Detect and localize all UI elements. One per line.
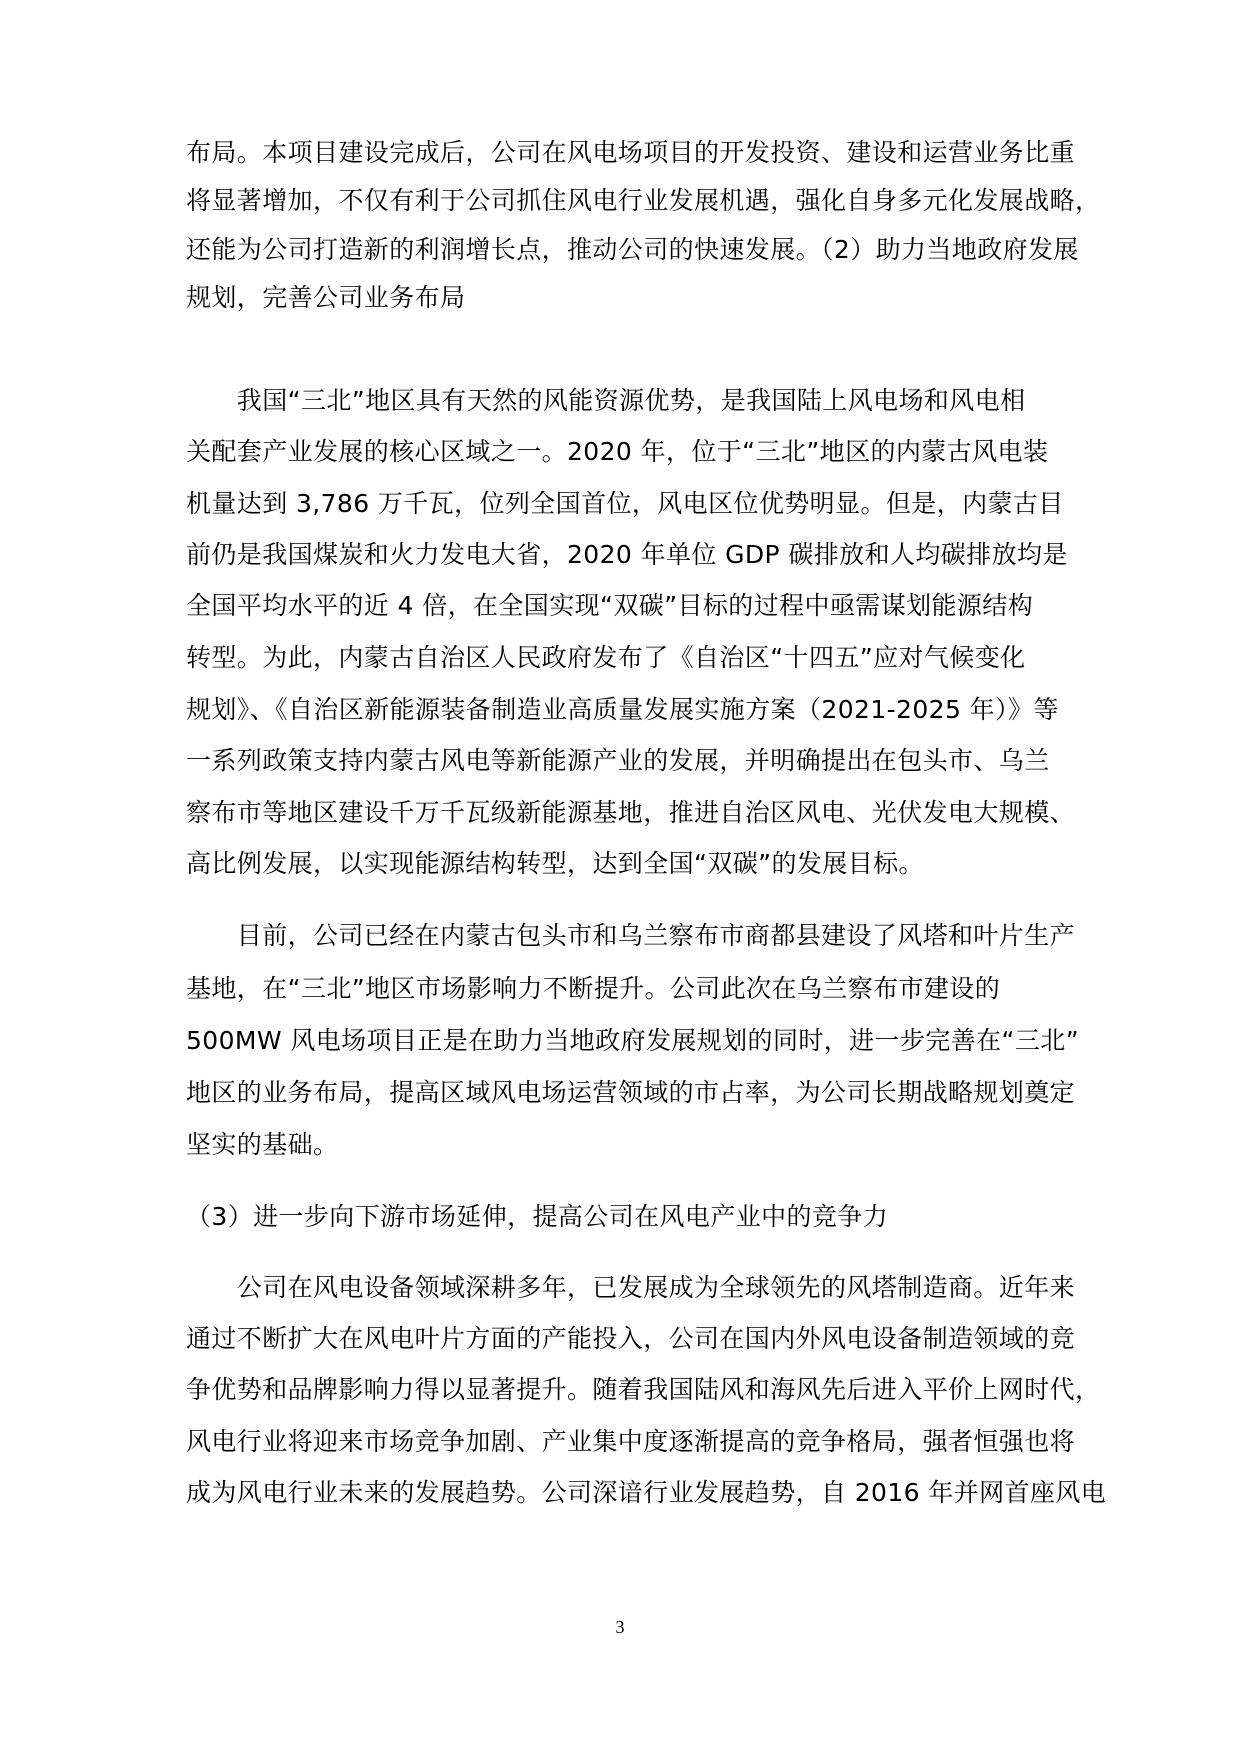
text-line: 还能为公司打造新的利润增长点，推动公司的快速发展。（2）助力当地政府发展 xyxy=(186,235,1079,264)
text-line: 将显著增加，不仅有利于公司抓住风电行业发展机遇，强化自身多元化发展战略， xyxy=(186,186,1101,215)
text-line: 规划》、《自治区新能源装备制造业高质量发展实施方案（2021-2025 年）》等 xyxy=(186,695,1059,724)
text-line: 成为风电行业未来的发展趋势。公司深谙行业发展趋势，自 2016 年并网首座风电 xyxy=(186,1478,1107,1507)
text-line: 布局。本项目建设完成后，公司在风电场项目的开发投资、建设和运营业务比重 xyxy=(186,138,1076,167)
section-heading: （3）进一步向下游市场延伸，提高公司在风电产业中的竞争力 xyxy=(186,1202,889,1231)
text-line: 基地，在“三北”地区市场影响力不断提升。公司此次在乌兰察布市建设的 xyxy=(186,974,1001,1003)
text-line: 公司在风电设备领域深耕多年，已发展成为全球领先的风塔制造商。近年来 xyxy=(186,1273,1076,1302)
text-line: 争优势和品牌影响力得以显著提升。随着我国陆风和海风先后进入平价上网时代， xyxy=(186,1375,1101,1404)
text-line: 风电行业将迎来市场竞争加剧、产业集中度逐渐提高的竞争格局，强者恒强也将 xyxy=(186,1427,1076,1456)
text-line: 规划，完善公司业务布局 xyxy=(186,283,466,312)
page-number: 3 xyxy=(615,1617,625,1637)
text-line: 转型。为此，内蒙古自治区人民政府发布了《自治区“十四五”应对气候变化 xyxy=(186,643,1026,672)
text-line: 高比例发展，以实现能源结构转型，达到全国“双碳”的发展目标。 xyxy=(186,849,924,878)
text-line: 一系列政策支持内蒙古风电等新能源产业的发展，并明确提出在包头市、乌兰 xyxy=(186,746,1050,775)
text-line: 我国“三北”地区具有天然的风能资源优势，是我国陆上风电场和风电相 xyxy=(186,386,1026,415)
text-line: 目前，公司已经在内蒙古包头市和乌兰察布市商都县建设了风塔和叶片生产 xyxy=(186,921,1076,950)
text-line: 察布市等地区建设千万千瓦级新能源基地，推进自治区风电、光伏发电大规模、 xyxy=(186,798,1076,827)
text-line: 坚实的基础。 xyxy=(186,1130,339,1159)
text-line: 前仍是我国煤炭和火力发电大省，2020 年单位 GDP 碳排放和人均碳排放均是 xyxy=(186,540,1068,569)
text-line: 机量达到 3,786 万千瓦，位列全国首位，风电区位优势明显。但是，内蒙古目 xyxy=(186,489,1064,518)
text-line: 关配套产业发展的核心区域之一。2020 年，位于“三北”地区的内蒙古风电装 xyxy=(186,437,1049,466)
text-line: 500MW 风电场项目正是在助力当地政府发展规划的同时，进一步完善在“三北” xyxy=(186,1026,1080,1055)
text-line: 全国平均水平的近 4 倍，在全国实现“双碳”目标的过程中亟需谋划能源结构 xyxy=(186,591,1034,620)
text-line: 地区的业务布局，提高区域风电场运营领域的市占率，为公司长期战略规划奠定 xyxy=(186,1078,1076,1107)
text-line: 通过不断扩大在风电叶片方面的产能投入，公司在国内外风电设备制造领域的竞 xyxy=(186,1324,1076,1353)
